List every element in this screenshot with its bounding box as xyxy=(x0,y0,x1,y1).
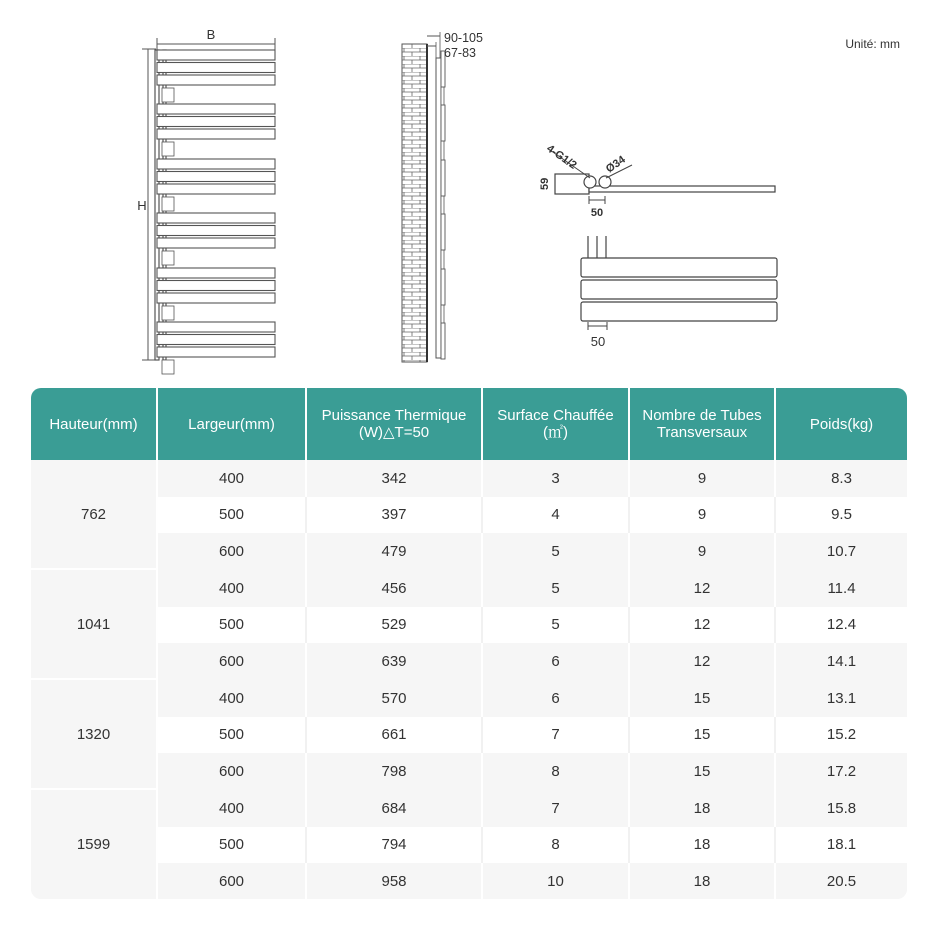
radiator-connector xyxy=(162,251,174,265)
power-cell: 661 xyxy=(307,717,483,754)
tubes-cell: 9 xyxy=(630,533,776,570)
surface-cell: 8 xyxy=(483,753,630,790)
height-59-label: 59 xyxy=(539,177,551,190)
tubes-cell: 12 xyxy=(630,643,776,680)
width-cell: 500 xyxy=(158,717,307,754)
header-tubes xyxy=(630,388,776,460)
height-group xyxy=(31,460,907,570)
width-cell: 400 xyxy=(158,790,307,827)
radiator-bar xyxy=(157,268,275,278)
dimension-b-label: B xyxy=(206,27,216,42)
power-cell: 479 xyxy=(307,533,483,570)
tubes-cell: 18 xyxy=(630,863,776,899)
radiator-bar xyxy=(157,293,275,303)
radiator-bar xyxy=(157,172,275,182)
dimension-wall-outer: 90-105 xyxy=(444,31,483,45)
weight-cell: 13.1 xyxy=(776,680,907,717)
dimension-h-label: H xyxy=(137,198,147,213)
power-cell: 342 xyxy=(307,460,483,497)
radiator-bar xyxy=(157,281,275,291)
tubes-cell: 15 xyxy=(630,753,776,790)
table-row xyxy=(158,570,907,607)
radiator-bar xyxy=(157,63,275,73)
header-weight-text: Poids(kg) xyxy=(809,415,874,433)
header-weight xyxy=(776,388,907,460)
header-surface-line1: Surface Chauffée xyxy=(497,407,614,424)
power-cell: 798 xyxy=(307,753,483,790)
table-row xyxy=(158,753,907,790)
height-group xyxy=(31,790,907,899)
width-cell: 600 xyxy=(158,643,307,680)
weight-cell: 11.4 xyxy=(776,570,907,607)
table-body xyxy=(31,460,907,899)
power-cell: 684 xyxy=(307,790,483,827)
surface-cell: 4 xyxy=(483,497,630,534)
table-row xyxy=(158,460,907,497)
radiator-connector xyxy=(162,142,174,156)
width-cell: 400 xyxy=(158,460,307,497)
table-row xyxy=(158,533,907,570)
tubes-cell: 18 xyxy=(630,827,776,864)
weight-cell: 18.1 xyxy=(776,827,907,864)
radiator-bar xyxy=(157,184,275,194)
radiator-bar xyxy=(157,347,275,357)
table-row xyxy=(158,790,907,827)
table-row xyxy=(158,607,907,644)
radiator-connector xyxy=(162,197,174,211)
header-power-line2: (W)△T=50 xyxy=(358,424,430,441)
radiator-connector xyxy=(162,306,174,320)
side-bar-profile xyxy=(441,269,445,305)
table-row xyxy=(158,827,907,864)
surface-cell: 6 xyxy=(483,680,630,717)
surface-cell: 5 xyxy=(483,607,630,644)
header-width xyxy=(158,388,307,460)
radiator-bar xyxy=(157,213,275,223)
table-row xyxy=(158,717,907,754)
radiator-bar xyxy=(157,322,275,332)
thread-size-label: 4-G1/2 xyxy=(544,142,579,172)
side-bar-profile xyxy=(441,214,445,250)
side-bar-profile xyxy=(441,160,445,196)
weight-cell: 9.5 xyxy=(776,497,907,534)
width-cell: 600 xyxy=(158,533,307,570)
header-tubes-line1: Nombre de Tubes xyxy=(642,407,762,424)
pipe-diameter-label: Ø34 xyxy=(603,153,628,176)
height-cell: 1041 xyxy=(31,570,158,678)
height-cell: 1320 xyxy=(31,680,158,788)
dimension-wall-inner: 67-83 xyxy=(444,46,476,60)
table-row xyxy=(158,643,907,680)
spec-table xyxy=(31,388,907,899)
header-surface-line2: (㎡) xyxy=(542,424,568,441)
radiator-bar xyxy=(157,75,275,85)
side-view xyxy=(402,32,444,362)
spacing-bottom-label: 50 xyxy=(590,334,606,349)
header-width-text: Largeur(mm) xyxy=(188,415,275,433)
radiator-bar xyxy=(157,238,275,248)
tubes-cell: 15 xyxy=(630,680,776,717)
header-surface xyxy=(483,388,630,460)
height-cell: 1599 xyxy=(31,790,158,899)
weight-cell: 14.1 xyxy=(776,643,907,680)
section-view xyxy=(581,236,777,330)
height-group xyxy=(31,680,907,790)
header-height xyxy=(31,388,158,460)
weight-cell: 8.3 xyxy=(776,460,907,497)
power-cell: 958 xyxy=(307,863,483,899)
surface-cell: 7 xyxy=(483,790,630,827)
surface-cell: 7 xyxy=(483,717,630,754)
weight-cell: 17.2 xyxy=(776,753,907,790)
height-group xyxy=(31,570,907,680)
spacing-top-label: 50 xyxy=(590,207,604,219)
technical-drawing xyxy=(0,0,940,385)
technical-drawing-svg xyxy=(0,0,940,385)
tubes-cell: 18 xyxy=(630,790,776,827)
width-cell: 500 xyxy=(158,607,307,644)
surface-cell: 5 xyxy=(483,570,630,607)
radiator-bar xyxy=(157,50,275,60)
header-height-text: Hauteur(mm) xyxy=(49,415,138,433)
radiator-bar xyxy=(157,335,275,345)
power-cell: 639 xyxy=(307,643,483,680)
side-bar-profile xyxy=(441,323,445,359)
width-cell: 500 xyxy=(158,827,307,864)
width-cell: 400 xyxy=(158,570,307,607)
radiator-bar xyxy=(157,117,275,127)
weight-cell: 20.5 xyxy=(776,863,907,899)
table-row xyxy=(158,863,907,899)
radiator-bar xyxy=(157,159,275,169)
radiator-bar xyxy=(157,104,275,114)
radiator-bar xyxy=(157,226,275,236)
header-power-line1: Puissance Thermique xyxy=(321,407,467,424)
tubes-cell: 9 xyxy=(630,497,776,534)
weight-cell: 10.7 xyxy=(776,533,907,570)
width-cell: 400 xyxy=(158,680,307,717)
tubes-cell: 9 xyxy=(630,460,776,497)
table-row xyxy=(158,680,907,717)
front-view-bars xyxy=(157,50,275,374)
header-power xyxy=(307,388,483,460)
radiator-connector xyxy=(162,360,174,374)
width-cell: 500 xyxy=(158,497,307,534)
unit-label: Unité: mm xyxy=(845,37,900,51)
width-cell: 600 xyxy=(158,753,307,790)
power-cell: 529 xyxy=(307,607,483,644)
table-row xyxy=(158,497,907,534)
power-cell: 570 xyxy=(307,680,483,717)
power-cell: 794 xyxy=(307,827,483,864)
tubes-cell: 15 xyxy=(630,717,776,754)
surface-cell: 3 xyxy=(483,460,630,497)
radiator-connector xyxy=(162,88,174,102)
surface-cell: 8 xyxy=(483,827,630,864)
width-cell: 600 xyxy=(158,863,307,899)
weight-cell: 12.4 xyxy=(776,607,907,644)
tubes-cell: 12 xyxy=(630,570,776,607)
power-cell: 456 xyxy=(307,570,483,607)
weight-cell: 15.2 xyxy=(776,717,907,754)
top-view xyxy=(550,150,775,204)
height-cell: 762 xyxy=(31,460,158,568)
weight-cell: 15.8 xyxy=(776,790,907,827)
surface-cell: 6 xyxy=(483,643,630,680)
surface-cell: 10 xyxy=(483,863,630,899)
header-tubes-line2: Transversaux xyxy=(656,424,748,441)
side-bar-profile xyxy=(441,105,445,141)
surface-cell: 5 xyxy=(483,533,630,570)
radiator-bar xyxy=(157,129,275,139)
tubes-cell: 12 xyxy=(630,607,776,644)
power-cell: 397 xyxy=(307,497,483,534)
table-header xyxy=(31,388,907,460)
